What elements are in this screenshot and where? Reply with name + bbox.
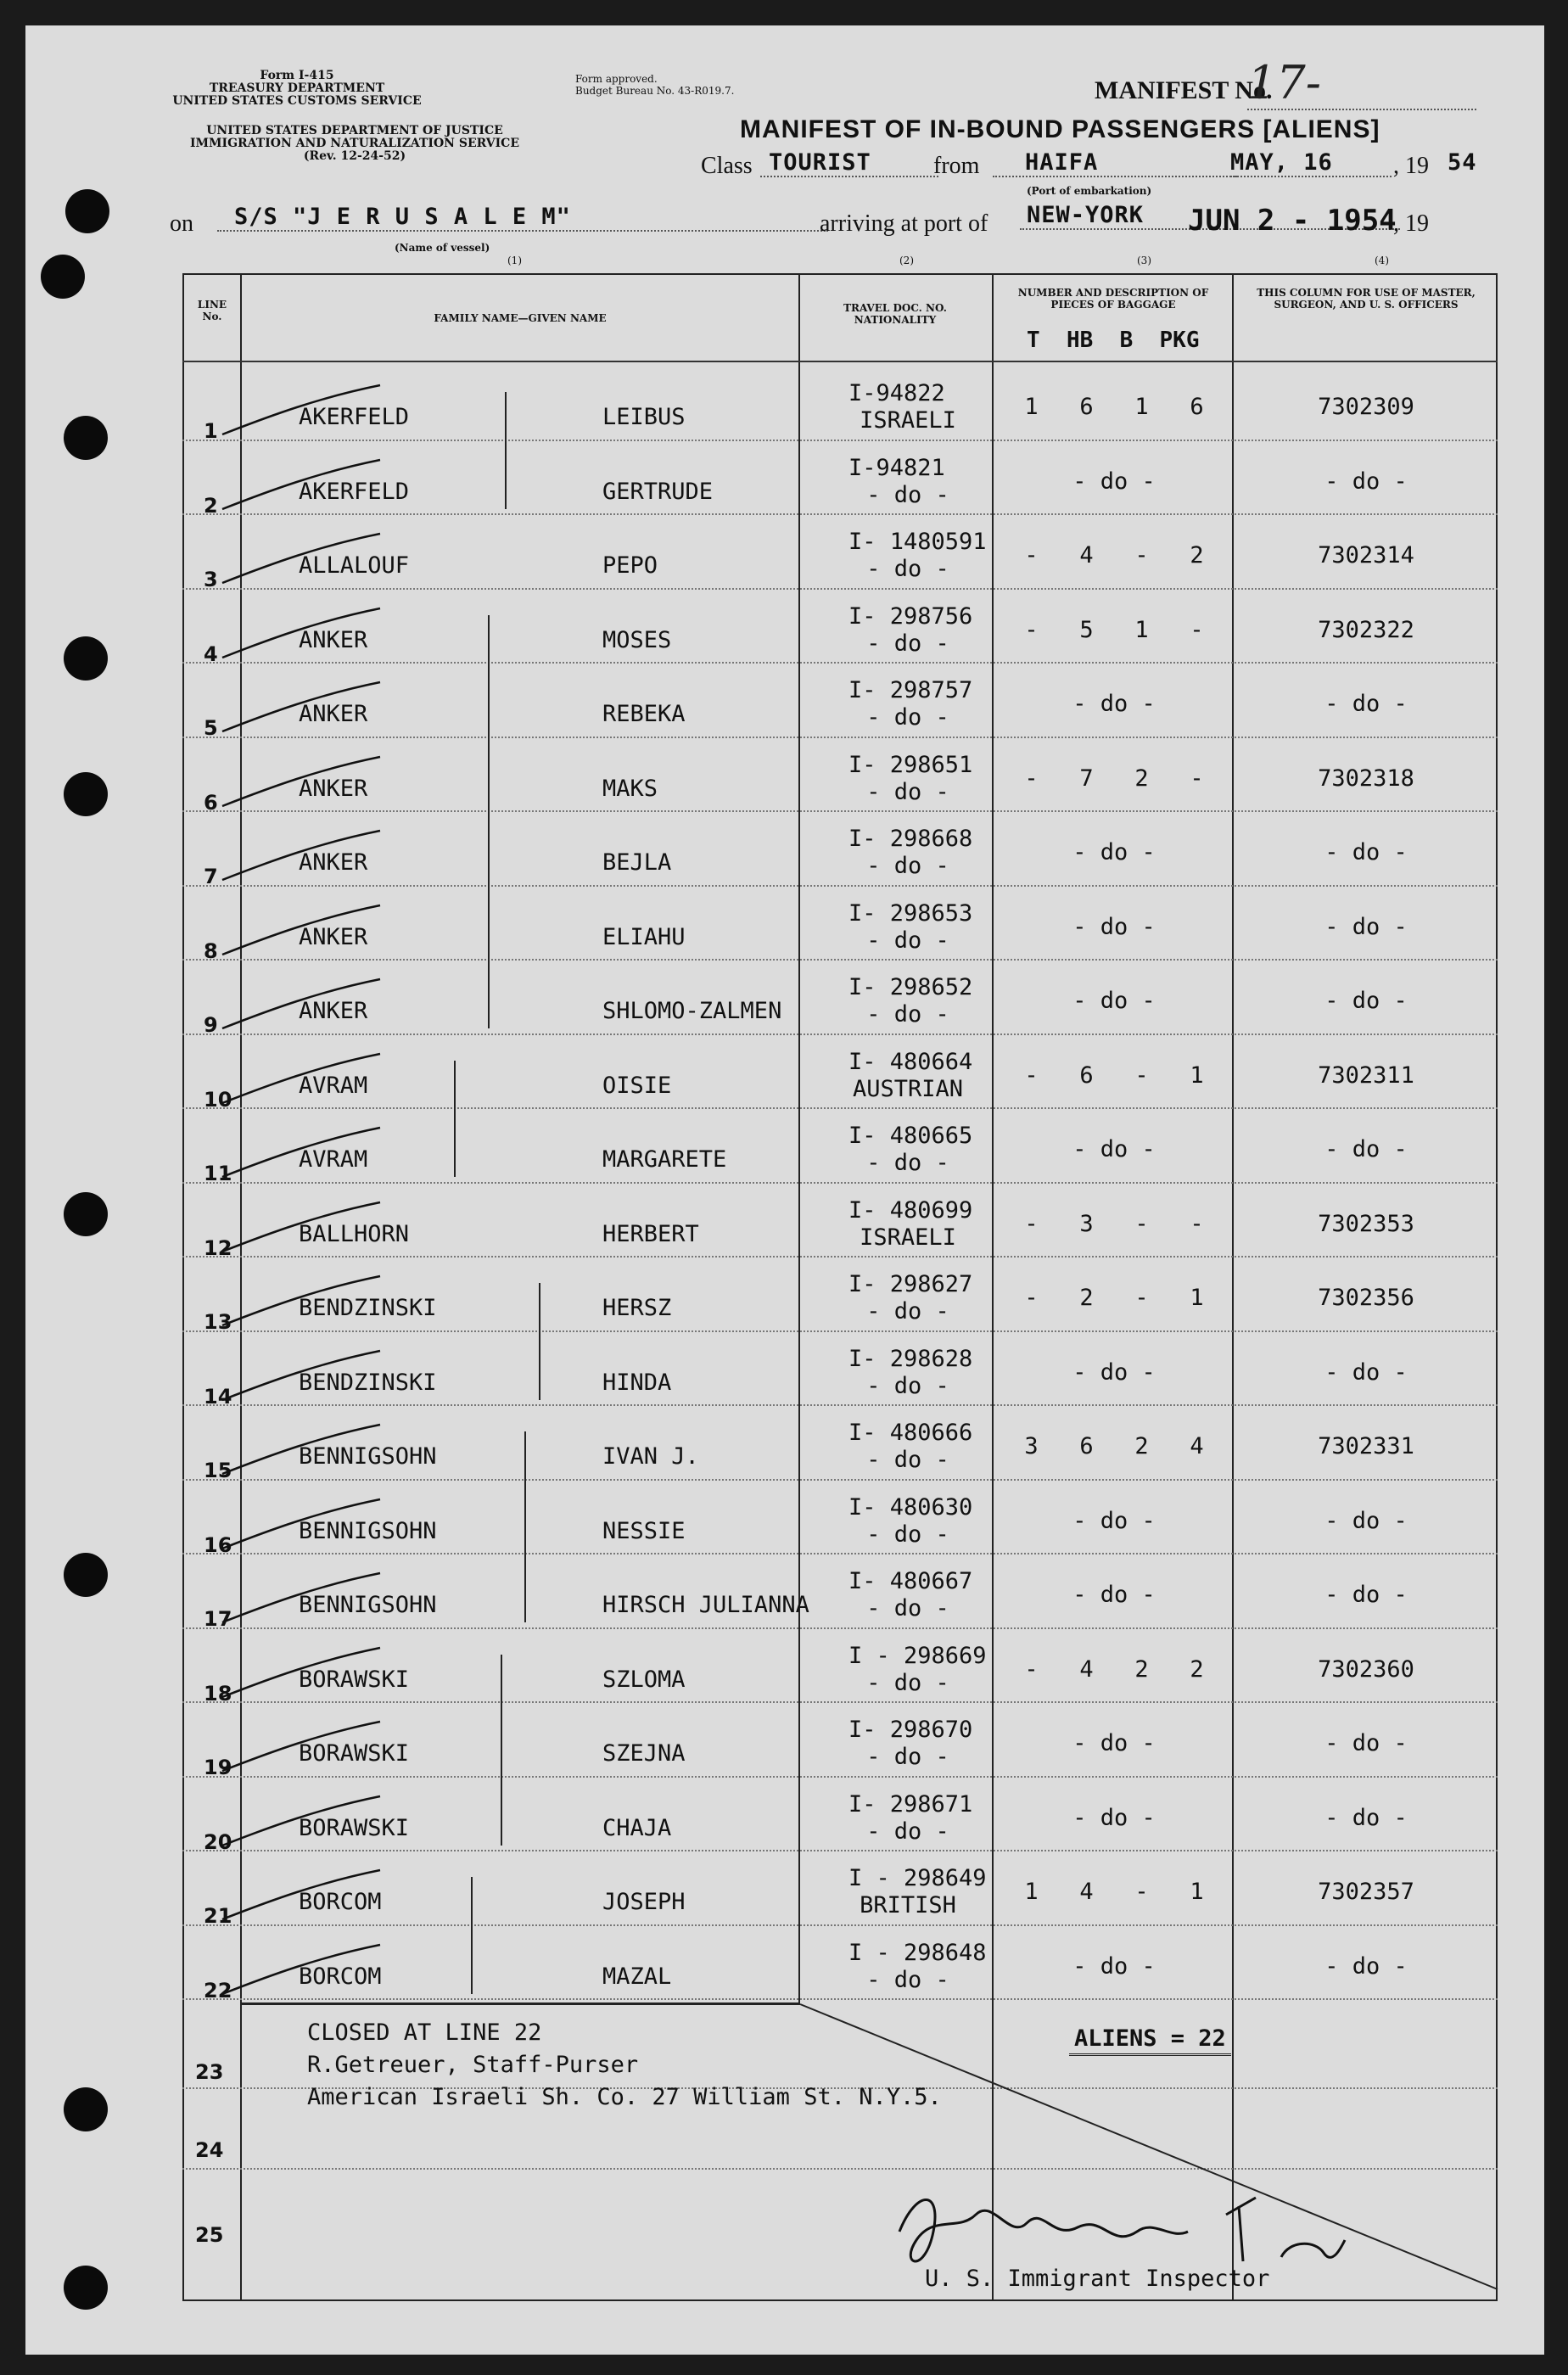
- nationality: - do -: [866, 1150, 949, 1176]
- baggage-count: - 3 - -: [1024, 1210, 1204, 1237]
- col-officers: THIS COLUMN FOR USE OF MASTER, SURGEON, AND U. S. OFFICERS: [1257, 287, 1476, 311]
- line-number: 2: [204, 493, 218, 518]
- line-number: 8: [204, 938, 218, 963]
- travel-doc-number: I- 298628: [848, 1345, 973, 1372]
- col-number-4: (4): [1375, 255, 1389, 266]
- officer-code: - do -: [1324, 839, 1408, 865]
- officer-code: 7302318: [1318, 765, 1414, 792]
- family-name: AKERFELD: [299, 404, 410, 430]
- baggage-count: - 4 2 2: [1024, 1655, 1204, 1683]
- baggage-count: - 4 - 2: [1024, 542, 1204, 569]
- family-name: BORCOM: [299, 1963, 382, 1990]
- travel-doc-number: I- 480699: [848, 1196, 973, 1224]
- officer-code: 7302356: [1318, 1285, 1414, 1311]
- officer-code: 7302331: [1318, 1433, 1414, 1459]
- family-name: AVRAM: [299, 1072, 368, 1099]
- inspector-label: U. S. Immigrant Inspector: [925, 2266, 1270, 2292]
- from-label: from: [933, 153, 980, 179]
- line-number: 18: [204, 1681, 232, 1706]
- baggage-count: - do -: [1072, 988, 1156, 1014]
- family-name: BALLHORN: [299, 1220, 410, 1247]
- family-name: ALLALOUF: [299, 552, 410, 579]
- baggage-count: - do -: [1072, 1507, 1156, 1534]
- officer-code: 7302360: [1318, 1655, 1414, 1683]
- baggage-count: - do -: [1072, 1804, 1156, 1831]
- given-name: IVAN J.: [602, 1443, 699, 1470]
- vessel-value: S/S "J E R U S A L E M": [217, 204, 828, 232]
- line-number: 11: [204, 1162, 232, 1185]
- baggage-count: - 7 2 -: [1024, 765, 1204, 792]
- given-name: JOSEPH: [602, 1889, 686, 1915]
- given-name: REBEKA: [602, 701, 686, 727]
- travel-doc-number: I- 298668: [848, 826, 973, 852]
- closed-at-line: CLOSED AT LINE 22: [307, 2019, 542, 2046]
- line-number: 16: [204, 1532, 232, 1557]
- baggage-count: - do -: [1072, 468, 1156, 495]
- family-name: ANKER: [299, 849, 368, 876]
- line-number: 25: [195, 2223, 224, 2247]
- travel-doc-number: I-94821: [848, 454, 945, 481]
- page-title: MANIFEST OF IN-BOUND PASSENGERS [ALIENS]: [740, 115, 1380, 143]
- travel-doc-number: I - 298648: [848, 1939, 987, 1966]
- justice-department: UNITED STATES DEPARTMENT OF JUSTICE IMMIGRATION AND NATURALIZATION SERVICE (Rev. 12-24-52): [190, 124, 519, 163]
- travel-doc-number: I-94822: [848, 380, 945, 406]
- baggage-count: - 5 1 -: [1024, 616, 1204, 643]
- given-name: GERTRUDE: [602, 478, 714, 505]
- nationality: - do -: [866, 556, 949, 582]
- officer-code: - do -: [1324, 1136, 1408, 1162]
- manifest-no-value: 17-: [1247, 56, 1476, 110]
- given-name: LEIBUS: [602, 404, 686, 430]
- travel-doc-number: I- 480665: [848, 1123, 973, 1149]
- family-name: AVRAM: [299, 1146, 368, 1173]
- officer-code: - do -: [1324, 913, 1408, 940]
- travel-doc-number: I - 298649: [848, 1865, 987, 1891]
- baggage-count: - do -: [1072, 1730, 1156, 1756]
- given-name: MAKS: [602, 775, 658, 802]
- line-number: 5: [204, 716, 218, 740]
- line-number: 6: [204, 790, 218, 815]
- travel-doc-number: I - 298669: [848, 1642, 987, 1669]
- officer-code: 7302322: [1318, 616, 1414, 643]
- travel-doc-number: I- 298757: [848, 677, 973, 703]
- baggage-count: - do -: [1072, 1582, 1156, 1608]
- purser-name: R.Getreuer, Staff-Purser: [307, 2052, 639, 2078]
- travel-doc-number: I- 480630: [848, 1493, 973, 1521]
- given-name: OISIE: [602, 1072, 672, 1099]
- given-name: ELIAHU: [602, 923, 686, 950]
- col-name: FAMILY NAME—GIVEN NAME: [434, 312, 607, 324]
- manifest-sheet: [25, 25, 1544, 2355]
- line-number: 22: [204, 1978, 232, 2003]
- nationality: - do -: [866, 1521, 949, 1548]
- officer-code: 7302357: [1318, 1879, 1414, 1905]
- nationality: - do -: [866, 1966, 949, 1993]
- nationality: - do -: [866, 1372, 949, 1399]
- nationality: - do -: [866, 481, 949, 508]
- nationality: - do -: [866, 630, 949, 657]
- officer-code: - do -: [1324, 1804, 1408, 1831]
- given-name: SHLOMO-ZALMEN: [602, 998, 782, 1024]
- family-name: BORAWSKI: [299, 1666, 410, 1693]
- from-value: HAIFA: [993, 149, 1237, 177]
- form-number: Form I-415 TREASURY DEPARTMENT UNITED STATES CUSTOMS SERVICE: [172, 69, 422, 108]
- given-name: SZEJNA: [602, 1740, 686, 1767]
- line-number: 10: [204, 1087, 232, 1112]
- year-prefix-1: , 19: [1393, 153, 1429, 179]
- company-address: American Israeli Sh. Co. 27 William St. N.Y.5.: [307, 2084, 942, 2110]
- officer-code: - do -: [1324, 1952, 1408, 1980]
- family-name: BENNIGSOHN: [299, 1443, 437, 1470]
- baggage-count: - do -: [1072, 1358, 1156, 1386]
- nationality: ISRAELI: [860, 407, 956, 434]
- line-number: 1: [204, 419, 218, 443]
- line-number: 20: [204, 1829, 232, 1854]
- year-prefix-2: , 19: [1393, 210, 1429, 237]
- given-name: MARGARETE: [602, 1146, 727, 1173]
- baggage-count: - 2 - 1: [1024, 1285, 1204, 1311]
- line-number: 14: [204, 1384, 232, 1409]
- aliens-total: ALIENS = 22: [1069, 2025, 1231, 2056]
- class-label: Class: [701, 153, 753, 179]
- family-name: ANKER: [299, 998, 368, 1024]
- travel-doc-number: I- 480667: [848, 1568, 973, 1594]
- travel-doc-number: I- 298756: [848, 602, 973, 630]
- line-number: 19: [204, 1756, 232, 1779]
- travel-doc-number: I- 298627: [848, 1271, 973, 1297]
- nationality: ISRAELI: [860, 1224, 956, 1251]
- nationality: - do -: [866, 1818, 949, 1845]
- col-number-2: (2): [899, 255, 914, 266]
- class-value: TOURIST: [760, 149, 938, 177]
- nationality: - do -: [866, 853, 949, 879]
- travel-doc-number: I- 480664: [848, 1048, 973, 1075]
- given-name: HINDA: [602, 1369, 672, 1396]
- officer-code: - do -: [1324, 691, 1408, 717]
- baggage-count: 1 4 - 1: [1024, 1879, 1204, 1905]
- on-label: on: [170, 210, 193, 237]
- baggage-count: - 6 - 1: [1024, 1061, 1204, 1089]
- arrival-date-stamp: JUN 2 - 1954: [1188, 204, 1397, 238]
- officer-code: 7302311: [1318, 1061, 1414, 1089]
- nationality: - do -: [866, 1447, 949, 1473]
- nationality: - do -: [866, 704, 949, 731]
- family-name: AKERFELD: [299, 478, 410, 505]
- year-suffix-1: 54: [1448, 149, 1477, 176]
- nationality: BRITISH: [860, 1892, 956, 1918]
- family-name: BENNIGSOHN: [299, 1592, 437, 1618]
- manifest-no-label: MANIFEST No.: [1095, 76, 1273, 104]
- line-number: 4: [204, 641, 218, 666]
- line-number: 17: [204, 1607, 232, 1631]
- baggage-count: - do -: [1072, 1136, 1156, 1162]
- given-name: CHAJA: [602, 1814, 672, 1841]
- line-number: 3: [204, 568, 218, 591]
- line-number: 9: [204, 1013, 218, 1037]
- baggage-count: 1 6 1 6: [1024, 394, 1204, 420]
- nationality: - do -: [866, 1669, 949, 1696]
- nationality: - do -: [866, 778, 949, 805]
- line-number: 12: [204, 1235, 232, 1260]
- baggage-count: - do -: [1072, 1952, 1156, 1980]
- line-number: 24: [195, 2138, 224, 2162]
- travel-doc-number: I- 1480591: [848, 529, 987, 555]
- port-embarkation-caption: (Port of embarkation): [1027, 185, 1152, 197]
- given-name: MOSES: [602, 626, 672, 653]
- col-travel-doc: TRAVEL DOC. NO. NATIONALITY: [843, 302, 947, 326]
- family-name: ANKER: [299, 923, 368, 950]
- given-name: HERBERT: [602, 1220, 699, 1247]
- line-number: 21: [204, 1904, 232, 1928]
- baggage-count: - do -: [1072, 691, 1156, 717]
- given-name: SZLOMA: [602, 1666, 686, 1693]
- baggage-count: 3 6 2 4: [1024, 1433, 1204, 1459]
- form-approved: Form approved. Budget Bureau No. 43-R019.7.: [575, 73, 735, 97]
- officer-code: - do -: [1324, 1730, 1408, 1756]
- officer-code: - do -: [1324, 468, 1408, 495]
- officer-code: - do -: [1324, 1582, 1408, 1608]
- travel-doc-number: I- 480666: [848, 1420, 973, 1446]
- col-baggage: NUMBER AND DESCRIPTION OF PIECES OF BAGGAGE: [1017, 287, 1209, 311]
- vessel-caption: (Name of vessel): [395, 242, 490, 254]
- arriving-value: NEW-YORK: [1020, 202, 1400, 230]
- officer-code: 7302353: [1318, 1210, 1414, 1237]
- col-number-1: (1): [507, 255, 522, 266]
- family-name: BORCOM: [299, 1889, 382, 1915]
- line-number: 15: [204, 1459, 232, 1482]
- family-name: BORAWSKI: [299, 1740, 410, 1767]
- nationality: - do -: [866, 927, 949, 954]
- family-name: BORAWSKI: [299, 1814, 410, 1841]
- travel-doc-number: I- 298671: [848, 1790, 973, 1818]
- given-name: HERSZ: [602, 1295, 672, 1321]
- line-number: 23: [195, 2060, 224, 2084]
- family-name: BENDZINSKI: [299, 1369, 437, 1396]
- travel-doc-number: I- 298670: [848, 1717, 973, 1743]
- family-name: BENDZINSKI: [299, 1295, 437, 1321]
- officer-code: - do -: [1324, 988, 1408, 1014]
- baggage-count: - do -: [1072, 913, 1156, 940]
- family-name: BENNIGSOHN: [299, 1517, 437, 1544]
- family-name: ANKER: [299, 701, 368, 727]
- col-line-no: LINE No.: [197, 299, 227, 322]
- col-number-3: (3): [1137, 255, 1151, 266]
- family-name: ANKER: [299, 626, 368, 653]
- line-number: 7: [204, 865, 218, 888]
- officer-code: 7302309: [1318, 394, 1414, 420]
- date-value: MAY, 16: [1230, 149, 1392, 177]
- given-name: BEJLA: [602, 849, 672, 876]
- nationality: - do -: [866, 1744, 949, 1770]
- given-name: NESSIE: [602, 1517, 686, 1544]
- officer-code: - do -: [1324, 1507, 1408, 1534]
- arriving-label: arriving at port of: [820, 210, 988, 237]
- inspector-signature: [882, 2181, 1358, 2283]
- nationality: - do -: [866, 1595, 949, 1622]
- family-name: ANKER: [299, 775, 368, 802]
- travel-doc-number: I- 298651: [848, 751, 973, 778]
- travel-doc-number: I- 298653: [848, 899, 973, 927]
- cancel-diagonal: [25, 25, 1544, 2355]
- baggage-count: - do -: [1072, 839, 1156, 865]
- col-baggage-sub: T HB B PKG: [1027, 328, 1200, 353]
- line-number: 13: [204, 1310, 232, 1334]
- nationality: - do -: [866, 1298, 949, 1325]
- officer-code: 7302314: [1318, 542, 1414, 569]
- given-name: MAZAL: [602, 1963, 672, 1990]
- nationality: AUSTRIAN: [852, 1075, 964, 1102]
- given-name: HIRSCH JULIANNA: [602, 1592, 809, 1618]
- officer-code: - do -: [1324, 1358, 1408, 1386]
- travel-doc-number: I- 298652: [848, 974, 973, 1000]
- nationality: - do -: [866, 1001, 949, 1028]
- given-name: PEPO: [602, 552, 658, 579]
